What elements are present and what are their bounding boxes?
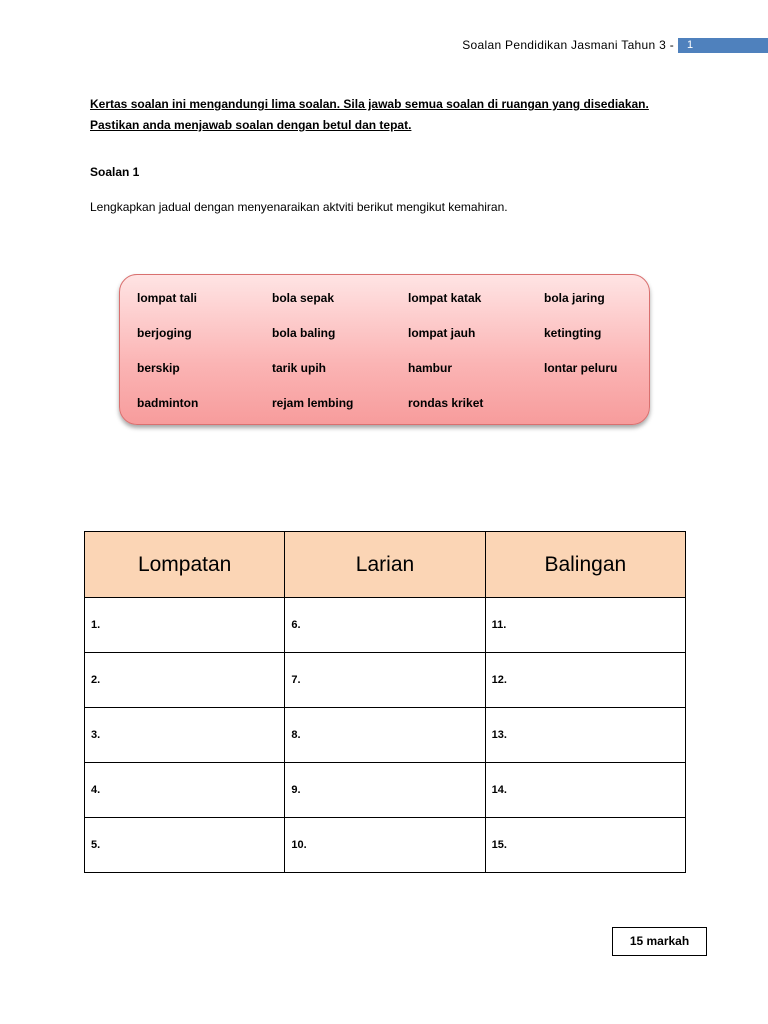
header-title: Soalan Pendidikan Jasmani Tahun 3 - bbox=[462, 38, 674, 52]
header-balingan: Balingan bbox=[485, 532, 685, 598]
answer-cell[interactable]: 11. bbox=[485, 598, 685, 653]
table-row bbox=[85, 818, 686, 873]
word-item: lontar peluru bbox=[544, 361, 618, 375]
word-bank-box bbox=[119, 274, 650, 425]
word-item: bola jaring bbox=[544, 291, 605, 305]
answer-cell[interactable]: 2. bbox=[85, 653, 285, 708]
word-item: tarik upih bbox=[272, 361, 327, 375]
word-item: lompat katak bbox=[408, 291, 482, 305]
table-row bbox=[85, 653, 686, 708]
answer-cell[interactable]: 10. bbox=[285, 818, 485, 873]
answer-cell[interactable]: 13. bbox=[485, 708, 685, 763]
word-item: bola baling bbox=[272, 326, 336, 340]
instruction-line-2: Pastikan anda menjawab soalan dengan betul dan tepat. bbox=[90, 118, 412, 132]
answer-cell[interactable]: 1. bbox=[85, 598, 285, 653]
header-larian: Larian bbox=[285, 532, 485, 598]
word-item: rejam lembing bbox=[272, 396, 354, 410]
word-item: lompat tali bbox=[137, 291, 198, 305]
word-item: bola sepak bbox=[272, 291, 335, 305]
answer-cell[interactable]: 4. bbox=[85, 763, 285, 818]
answer-cell[interactable]: 8. bbox=[285, 708, 485, 763]
answer-cell[interactable]: 5. bbox=[85, 818, 285, 873]
word-item: rondas kriket bbox=[408, 396, 484, 410]
word-item: hambur bbox=[408, 361, 453, 375]
question-text: Lengkapkan jadual dengan menyenaraikan aktviti berikut mengikut kemahiran. bbox=[90, 200, 508, 214]
question-title: Soalan 1 bbox=[90, 165, 140, 179]
answer-cell[interactable]: 15. bbox=[485, 818, 685, 873]
instructions bbox=[90, 94, 690, 136]
answer-cell[interactable]: 14. bbox=[485, 763, 685, 818]
answer-cell[interactable]: 12. bbox=[485, 653, 685, 708]
instruction-line-1: Kertas soalan ini mengandungi lima soalan. Sila jawab semua soalan di ruangan yang disediakan. bbox=[90, 97, 649, 111]
answer-cell[interactable]: 3. bbox=[85, 708, 285, 763]
table-row bbox=[85, 598, 686, 653]
answer-cell[interactable]: 7. bbox=[285, 653, 485, 708]
word-item: badminton bbox=[137, 396, 199, 410]
word-item: berjoging bbox=[137, 326, 192, 340]
word-item: berskip bbox=[137, 361, 180, 375]
marks-box: 15 markah bbox=[612, 927, 707, 956]
table-row bbox=[85, 763, 686, 818]
word-bank-grid bbox=[137, 291, 664, 431]
answer-cell[interactable]: 9. bbox=[285, 763, 485, 818]
page-number-badge: 1 bbox=[678, 38, 768, 53]
header-lompatan: Lompatan bbox=[85, 532, 285, 598]
word-item: ketingting bbox=[544, 326, 602, 340]
answer-table bbox=[84, 531, 686, 873]
answer-cell[interactable]: 6. bbox=[285, 598, 485, 653]
table-header-row bbox=[85, 532, 686, 598]
table-row bbox=[85, 708, 686, 763]
word-item: lompat jauh bbox=[408, 326, 476, 340]
